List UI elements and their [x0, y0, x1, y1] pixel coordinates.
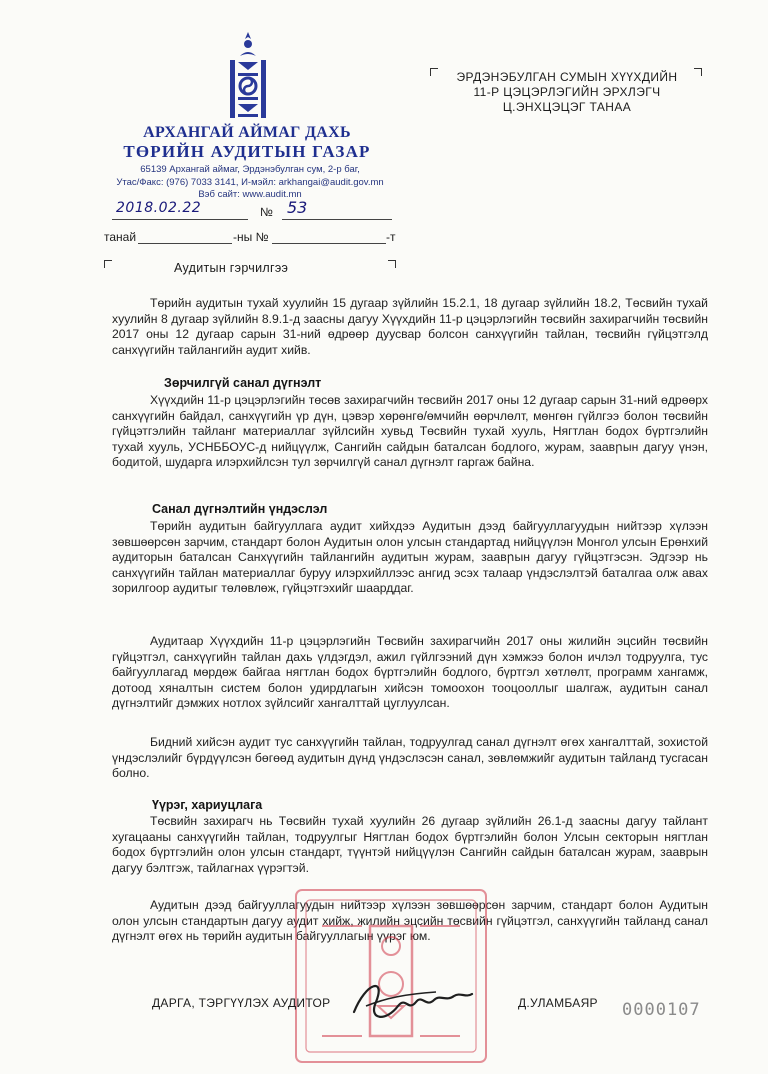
ref-of-label: -ны № [233, 230, 269, 244]
handwritten-signature-icon [346, 972, 476, 1032]
ref-to-label: танай [104, 230, 137, 244]
org-phone-email: Утас/Факс: (976) 7033 3141, И-мэйл: arkhangai@audit.gov.mn [116, 176, 384, 188]
letter-number: 53 [287, 198, 308, 217]
number-label: № [260, 205, 273, 219]
soyombo-emblem-icon [226, 30, 270, 122]
body-paragraph: Төсвийн захирагч нь Төсвийн тухай хуулийн 26 дугаар зүйлийн 26.1-д заасны дагуу тайлант хугацааны санхүүгийн тайлан, тодруулгыг Нягтлан бодох бүртгэлийн болон Улсын секторын нягтлан бодох бүртгэлийн олон улсын стандарт, түүнтэй нийцүүлэн Сангийн сайдын баталсан журам, зааврын дагуу бэлтгэж, тайлагнах үүрэгтэй. [112, 814, 708, 875]
signatory-title: ДАРГА, ТЭРГҮҮЛЭХ АУДИТОР [152, 996, 331, 1010]
subject-block [104, 260, 396, 280]
body-paragraph: Аудитаар Хүүхдийн 11-р цэцэрлэгийн Төсвийн захирагчийн 2017 оны жилийн эцсийн төсвийн гүйцэтгэл, санхүүгийн тайлан дахь үлдэгдэл, ажил гүйлгээний дүн хэмжээ болон ичлэл тодруулга, тус байгууллагад мөрдөж байгаа нягтлан бодох бүртгэлийн бодлого, бүртгэл хөтлөлт, программ хангамж, дотоод хяналтын систем болон удирдлагын хийсэн томоохон тооцооллыг шалгаж, аудитын санал дүгнэлтийг дэмжих нотлох зүйлсийг хангалттай цуглуулсан. [112, 634, 708, 711]
corner-mark [388, 260, 396, 268]
ref-blank-date [138, 243, 232, 244]
recipient-block [430, 68, 702, 120]
body-paragraph: Төрийн аудитын тухай хуулийн 15 дугаар зүйлийн 15.2.1, 18 дугаар зүйлийн 18.2, Төсвийн тухай хуулийн 8 дугаар зүйлийн 8.9.1-д заасны дагуу Хүүхдийн 11-р цэцэрлэгийн төсвийн захирагчийн төсвийн 2017 оны 12 дугаар сарын 31-ний өдрөөр дуусвар болсон санхүүгийн тайлан, төсвийн гүйцэтгэлд санхүүгийн тайлангийн аудит хийв. [112, 296, 708, 357]
letter-date: 2018.02.22 [116, 200, 202, 216]
date-number-row [100, 200, 400, 222]
corner-mark [430, 68, 438, 76]
recipient-line1: ЭРДЭНЭБУЛГАН СУМЫН ХҮҮХДИЙН [456, 70, 678, 84]
subject-title: Аудитын гэрчилгээ [174, 261, 289, 275]
organization-contact [100, 164, 400, 202]
ref-t-label: -т [386, 230, 396, 244]
date-underline [112, 219, 248, 220]
body-paragraph: Аудитын дээд байгууллагуудын нийтээр хүлээн зөвшөөрсөн зарчим, стандарт болон Аудитын олон улсын стандартын дагуу аудит хийж, жилийн эцсийн төсвийн гүйцэтгэл, санхүүгийн тайланд санал дүгнэлт өгөх нь төрийн аудитын байгууллагын үүрэг юм. [112, 898, 708, 944]
org-address: 65139 Архангай аймаг, Эрдэнэбулган сум, 2-р баг, [140, 164, 360, 175]
body-paragraph: Хүүхдийн 11-р цэцэрлэгийн төсөв захирагчийн төсвийн 2017 оны 12 дугаар сарын 31-ний өдрөөрх санхүүгийн байдал, санхүүгийн үр дүн, цэвэр хөрөнгө/өмчийн өөрчлөлт, мөнгөн гүйлгээ болон төсвийн гүйцэтгэлийн тайланг материаллаг зүйлсийн хувьд Төсвийн тухай хууль, Нягтлан бодох бүртгэлийн тухай хууль, УСНББОУС-д нийцүүлж, Сангийн сайдын баталсан бодлого, журам, заавրын дагуу үнэн, бодитой, шударга илэрхийлсэн тул зөрчилгүй санал дүгнэлт гаргаж байна. [112, 393, 708, 470]
section-heading-basis: Санал дүгнэлтийн үндэслэл [152, 502, 328, 516]
number-underline [282, 219, 392, 220]
corner-mark [694, 68, 702, 76]
recipient-line2: 11-Р ЦЭЦЭРЛЭГИЙН ЭРХЛЭГЧ [473, 85, 661, 99]
org-website: Вэб сайт: www.audit.mn [198, 189, 302, 200]
reply-reference-row [104, 230, 400, 248]
document-serial-number: 0000107 [622, 1000, 701, 1020]
ref-blank-number [272, 243, 386, 244]
body-paragraph: Бидний хийсэн аудит тус санхүүгийн тайлан, тодруулгад санал дүгнэлт өгөх хангалттай, зохистой үндэслэлийг бүрдүүлсэн бөгөөд аудитын дүнд үндэслэсэн санал, зөвлөмжийг аудитын тайланд тусгасан болно. [112, 735, 708, 781]
body-paragraph: Төрийн аудитын байгууллага аудит хийхдээ Аудитын дээд байгууллагуудын нийтээр хүлээн зөвшөөрсөн зарчим, стандарт болон Аудитын олон улсын стандартад нийцүүлэн Монгол улсын Ерөнхий аудиторын баталсан Санхүүгийн тайлангийн аудитын журам, заавրын дагуу гүйцэтгэсэн. Эдгээр нь санхүүгийн тайлан материаллаг буруу илэрхийллээс ангид эсэх талаар үндэслэлтэй баталгаа олж авах зорилгоор аудитыг төлөвлөж, гүйцэтгэхийг шаарддаг. [112, 519, 708, 596]
organization-name [112, 123, 382, 161]
section-heading-responsibility: Үүрэг, хариуцлага [152, 798, 263, 812]
org-name-line1: АРХАНГАЙ АЙМАГ ДАХЬ [143, 124, 351, 141]
recipient-line3: Ц.ЭНХЦЭЦЭГ ТАНАА [502, 100, 632, 114]
signatory-name: Д.УЛАМБАЯР [518, 996, 598, 1010]
org-name-line2: ТӨРИЙН АУДИТЫН ГАЗАР [123, 142, 371, 161]
corner-mark [104, 260, 112, 268]
section-heading-opinion: Зөрчилгүй санал дүгнэлт [164, 376, 322, 390]
